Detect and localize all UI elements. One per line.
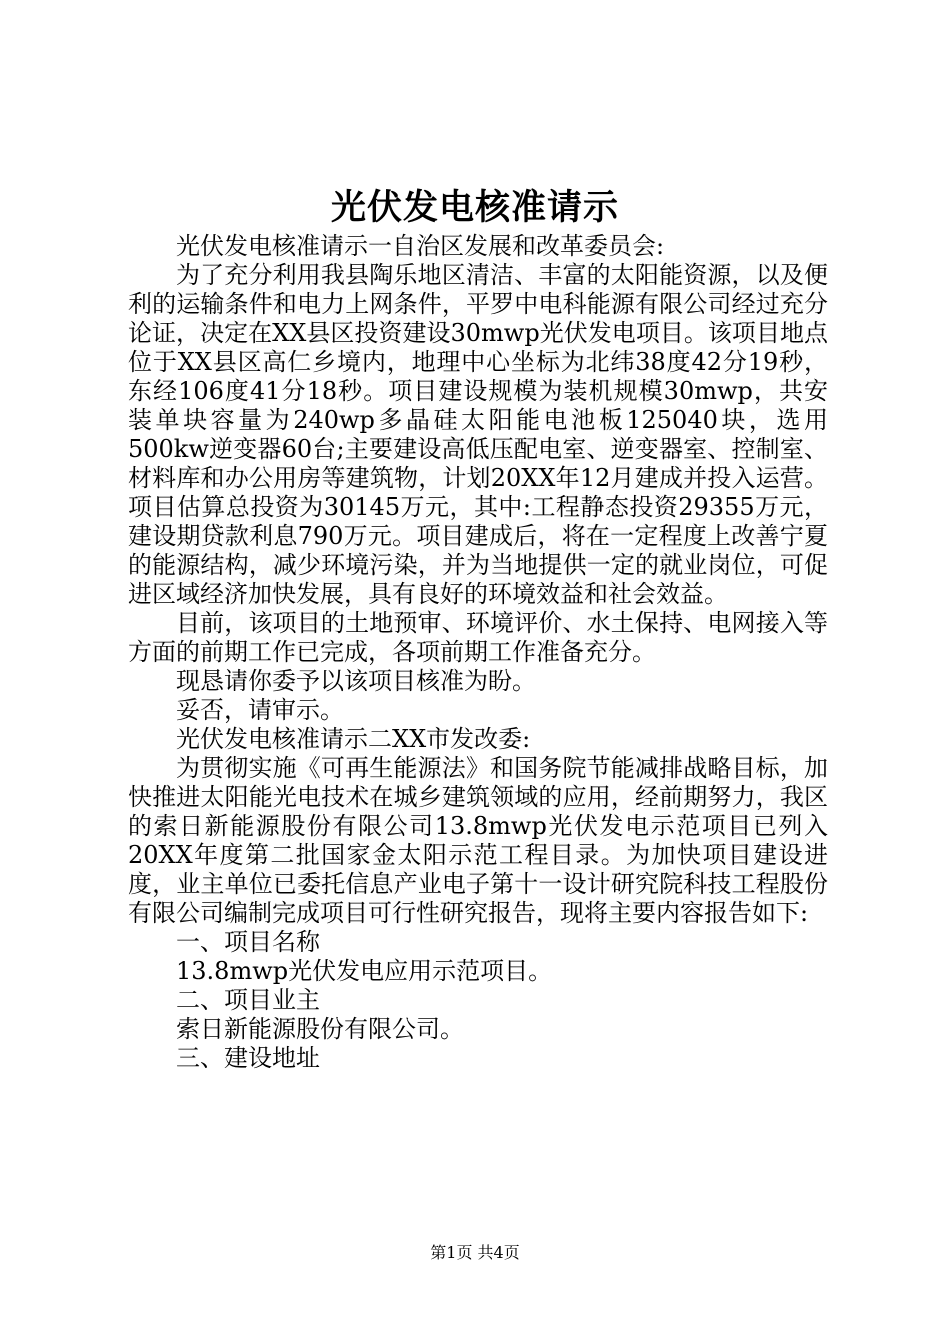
- paragraph: 妥否，请审示。: [176, 696, 344, 724]
- paragraph: 光伏发电核准请示一自治区发展和改革委员会:: [176, 232, 665, 260]
- page-footer: 第1页 共4页: [430, 1243, 520, 1262]
- section-heading: 一、项目名称: [176, 928, 320, 956]
- section-heading: 二、项目业主: [176, 986, 320, 1014]
- paragraph: 为了充分利用我县陶乐地区清洁、丰富的太阳能资源，以及便利的运输条件和电力上网条件，平罗中电科能源有限公司经过充分论证，决定在XX县区投资建设30mwp光伏发电项目。该项目地点位于XX县区高仁乡境内，地理中心坐标为北纬38度42分19秒，东经106度41分18秒。项目建设规模为装机规模30mwp，共安装单块容量为240wp多晶硅太阳能电池板125040块，选用500kw逆变器60台;主要建设高低压配电室、逆变器室、控制室、材料库和办公用房等建筑物，计划20XX年12月建成并投入运营。项目估算总投资为30145万元，其中:工程静态投资29355万元，建设期贷款利息790万元。项目建成后，将在一定程度上改善宁夏的能源结构，减少环境污染，并为当地提供一定的就业岗位，可促进区域经济加快发展，具有良好的环境效益和社会效益。: [128, 261, 828, 608]
- paragraph: 13.8mwp光伏发电应用示范项目。: [176, 957, 553, 985]
- section-heading: 三、建设地址: [176, 1044, 320, 1072]
- paragraph: 现恳请你委予以该项目核准为盼。: [176, 667, 536, 695]
- paragraph: 光伏发电核准请示二XX市发改委:: [176, 725, 531, 753]
- paragraph: 目前，该项目的土地预审、环境评价、水土保持、电网接入等方面的前期工作已完成，各项前期工作准备充分。: [128, 609, 828, 666]
- document-body: [128, 232, 828, 1073]
- paragraph: 为贯彻实施《可再生能源法》和国务院节能减排战略目标，加快推进太阳能光电技术在城乡建筑领域的应用，经前期努力，我区的索日新能源股份有限公司13.8mwp光伏发电示范项目已列入20XX年度第二批国家金太阳示范工程目录。为加快项目建设进度，业主单位已委托信息产业电子第十一设计研究院科技工程股份有限公司编制完成项目可行性研究报告，现将主要内容报告如下:: [128, 754, 828, 927]
- document-title: 光伏发电核准请示: [330, 187, 619, 228]
- paragraph: 索日新能源股份有限公司。: [176, 1015, 464, 1043]
